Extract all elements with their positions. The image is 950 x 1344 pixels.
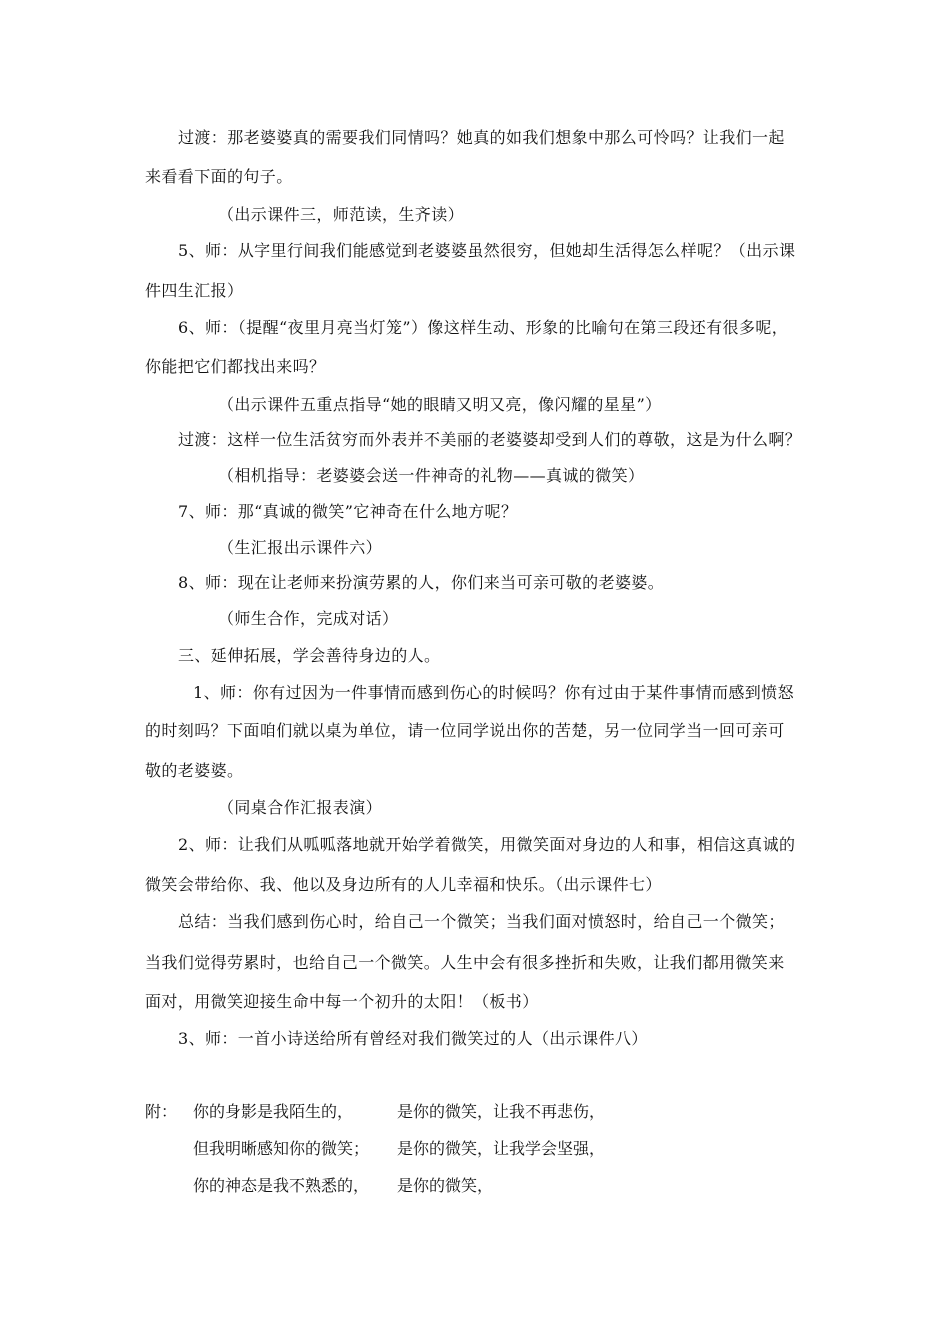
poem-line: 是你的微笑，让我学会坚强，	[397, 1139, 606, 1158]
paragraph-line: 5、师：从字里行间我们能感觉到老婆婆虽然很穷，但她却生活得怎么样呢？（出示课	[178, 241, 796, 260]
poem-line: 你的身影是我陌生的，	[193, 1102, 354, 1121]
poem-line: 是你的微笑，让我不再悲伤，	[397, 1102, 606, 1121]
paragraph-line: 6、师：（提醒“夜里月亮当灯笼”）像这样生动、形象的比喻句在第三段还有很多呢，	[178, 318, 789, 337]
paragraph-line: 7、师：那“真诚的微笑”它神奇在什么地方呢？	[178, 502, 518, 521]
paragraph-line: （相机指导：老婆婆会送一件神奇的礼物——真诚的微笑）	[218, 466, 645, 485]
appendix-label: 附：	[145, 1102, 178, 1121]
paragraph-line: 2、师：让我们从呱呱落地就开始学着微笑，用微笑面对身边的人和事，相信这真诚的	[178, 835, 796, 854]
paragraph-line: 微笑会带给你、我、他以及身边所有的人儿幸福和快乐。（出示课件七）	[145, 875, 662, 894]
paragraph-line: （出示课件三，师范读，生齐读）	[218, 205, 465, 224]
paragraph-line: 过渡：这样一位生活贫穷而外表并不美丽的老婆婆却受到人们的尊敬，这是为什么啊？	[178, 430, 802, 449]
paragraph-line: 1、师：你有过因为一件事情而感到伤心的时候吗？你有过由于某件事情而感到愤怒	[193, 683, 794, 702]
paragraph-line: （师生合作，完成对话）	[218, 609, 399, 628]
paragraph-line: （同桌合作汇报表演）	[218, 798, 383, 817]
poem-line: 但我明晰感知你的微笑；	[193, 1139, 370, 1158]
paragraph-line: 你能把它们都找出来吗？	[145, 357, 326, 376]
paragraph-line: 来看看下面的句子。	[145, 167, 293, 186]
poem-line: 是你的微笑，	[397, 1176, 494, 1195]
section-heading: 三、延伸拓展，学会善待身边的人。	[178, 646, 441, 665]
paragraph-line: 的时刻吗？下面咱们就以桌为单位，请一位同学说出你的苦楚，另一位同学当一回可亲可	[145, 721, 785, 740]
paragraph-line: 8、师：现在让老师来扮演劳累的人，你们来当可亲可敬的老婆婆。	[178, 573, 665, 592]
paragraph-line: 当我们觉得劳累时，也给自己一个微笑。人生中会有很多挫折和失败，让我们都用微笑来	[145, 953, 785, 972]
paragraph-line: 总结：当我们感到伤心时，给自己一个微笑；当我们面对愤怒时，给自己一个微笑；	[178, 912, 785, 931]
paragraph-line: 敬的老婆婆。	[145, 761, 244, 780]
paragraph-line: 件四生汇报）	[145, 281, 244, 300]
paragraph-line: 3、师：一首小诗送给所有曾经对我们微笑过的人（出示课件八）	[178, 1029, 648, 1048]
paragraph-line: （生汇报出示课件六）	[218, 538, 383, 557]
poem-line: 你的神态是我不熟悉的，	[193, 1176, 370, 1195]
paragraph-line: （出示课件五重点指导“她的眼睛又明又亮，像闪耀的星星”）	[218, 395, 662, 414]
paragraph-line: 面对，用微笑迎接生命中每一个初升的太阳！（板书）	[145, 992, 539, 1011]
paragraph-line: 过渡：那老婆婆真的需要我们同情吗？她真的如我们想象中那么可怜吗？让我们一起	[178, 128, 785, 147]
